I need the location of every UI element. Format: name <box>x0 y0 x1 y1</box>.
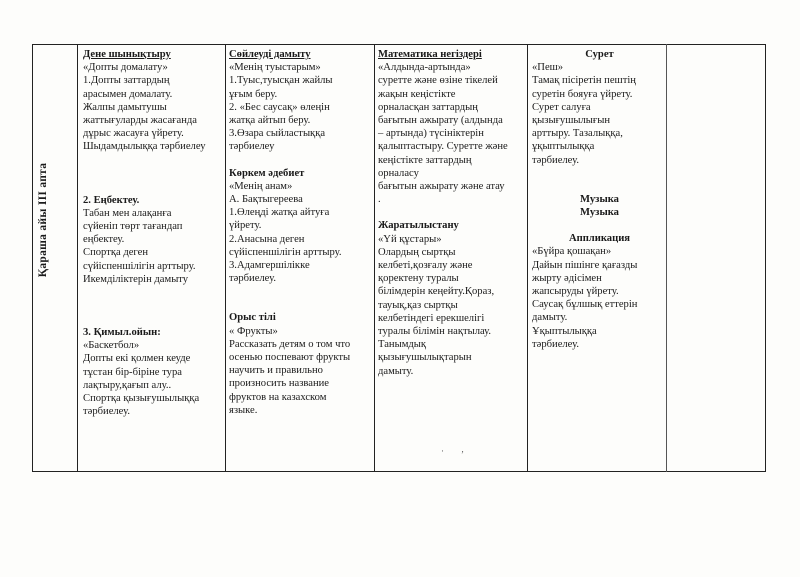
text-line: осенью поспевают фрукты <box>229 352 351 364</box>
column-divider-1 <box>77 44 78 472</box>
text-line: жақын кеңістікте <box>378 88 456 100</box>
text-line: кеңістікте заттардың <box>378 154 472 166</box>
column-divider-4 <box>527 44 528 472</box>
text-line: білімдерін кеңейту.Қораз, <box>378 286 495 298</box>
text-line: Танымдық <box>378 339 427 351</box>
text-line: еңбектеу. <box>83 234 125 246</box>
text-line: дамыту. <box>378 365 414 377</box>
section-title: Музыка <box>580 207 619 219</box>
section-title: Музыка <box>580 193 619 205</box>
section-title: Жаратылыстану <box>378 220 459 232</box>
text-line: Икемділіктерін дамыту <box>83 273 189 285</box>
section-title: Сөйлеуді дамыту <box>229 49 311 60</box>
text-line: ұқыптылыққа <box>532 141 595 153</box>
text-line: «Баскетбол» <box>83 340 140 352</box>
text-line: языке. <box>229 404 258 416</box>
column-divider-2 <box>225 44 226 472</box>
section-title: Математика негіздері <box>378 49 482 60</box>
text-line: бағытын ажырату және атау <box>378 181 505 193</box>
text-line: Табан мен алақанға <box>83 207 172 219</box>
text-line: 2. «Бес саусақ» өлеңін <box>229 101 330 113</box>
text-line: Тамақ пісіретін пештің <box>532 75 636 87</box>
text-line: орналасқан заттардың <box>378 101 478 113</box>
text-line: дұрыс жасауға үйрету. <box>83 128 184 140</box>
section-title: 2. Еңбектеу. <box>83 194 140 206</box>
text-line: тәрбиелеу. <box>83 406 130 418</box>
text-line: тәрбиелеу. <box>532 154 579 166</box>
text-line: « Фрукты» <box>229 325 278 337</box>
text-line: фруктов на казахском <box>229 391 327 403</box>
text-line: қалыптастыру. Суретте және <box>378 141 508 153</box>
text-line: Жалпы дамытушы <box>83 101 167 113</box>
text-line: Спортқа деген <box>83 247 148 259</box>
text-line: қызығушылықтарын <box>378 352 472 364</box>
text-line: Допты екі қолмен кеуде <box>83 353 191 365</box>
text-line: Дайын пішінге қағазды <box>532 259 638 271</box>
text-line: 3.Өзара сыйластыққа <box>229 128 326 140</box>
text-line: жатқа айтып беру. <box>229 115 311 127</box>
text-line: жаттығуларды жасағанда <box>83 115 197 127</box>
text-line: «Бүйра қошақан» <box>532 246 612 258</box>
text-line: Саусақ бұлшық еттерін <box>532 299 638 311</box>
text-line: бағытын ажырату (алдында <box>378 115 503 127</box>
text-line: Спортқа қызығушылыққа <box>83 393 200 405</box>
text-line: келбеті,қозғалу және <box>378 260 473 272</box>
text-line: жырту әдісімен <box>532 272 602 284</box>
text-line: «Менің туыстарым» <box>229 62 321 74</box>
text-line: 2.Анасына деген <box>229 233 305 245</box>
section-title: Дене шынықтыру <box>83 49 171 60</box>
section-title: Көркем әдебиет <box>229 167 305 179</box>
text-line: 1.Допты заттардың <box>83 75 170 87</box>
text-line: тәрбиелеу <box>229 141 275 153</box>
text-line: тәрбиелеу. <box>229 273 276 285</box>
text-line: арттыру. Тазалыққа, <box>532 128 623 140</box>
text-line: «Допты домалату» <box>83 62 168 74</box>
text-line: сүйіспеншілігін арттыру. <box>83 260 196 272</box>
physical-education-column <box>83 48 223 418</box>
text-line: орналасу <box>378 167 419 179</box>
text-line: қызығушылығын <box>532 115 611 127</box>
text-line: А. Бақтыгереева <box>229 194 303 206</box>
section-title: Аппликация <box>568 233 631 245</box>
section-title: 3. Қимыл.ойын: <box>83 327 161 339</box>
text-line: «Алдында-артында» <box>378 62 471 74</box>
text-line: 3.Адамгершілікке <box>229 260 310 272</box>
scan-speck: ‚ <box>461 444 464 454</box>
section-title: Орыс тілі <box>229 312 276 324</box>
text-line: тауық,қаз сыртқы <box>378 299 458 311</box>
text-line: үйрету. <box>229 220 262 232</box>
text-line: тұстан бір-біріне тура <box>83 366 182 378</box>
text-line: Сурет салуға <box>532 101 591 113</box>
week-label: Қараша айы III апта <box>37 162 49 278</box>
text-line: Олардың сыртқы <box>378 246 456 258</box>
text-line: научить и правильно <box>229 365 323 377</box>
text-line: келбетіндегі ерекшелігі <box>378 312 485 324</box>
text-line: қоректену туралы <box>378 273 459 285</box>
text-line: лақтыру,қағып алу.. <box>83 379 172 391</box>
text-line: Ұқыптылыққа <box>532 325 597 337</box>
text-line: сүйіспеншілігін арттыру. <box>229 246 342 258</box>
text-line: сүйеніп төрт тағандап <box>83 221 183 233</box>
text-line: суретін бояуға үйрету. <box>532 88 633 100</box>
text-line: жапсыруды үйрету. <box>532 286 619 298</box>
text-line: Шыдамдылыққа тәрбиелеу <box>83 141 206 153</box>
art-music-column <box>532 48 667 351</box>
text-line: арасымен домалату. <box>83 88 173 100</box>
text-line: «Пеш» <box>532 62 564 74</box>
text-line: дамыту. <box>532 312 568 324</box>
text-line: . <box>378 194 381 206</box>
text-line: произносить название <box>229 378 329 390</box>
text-line: тәрбиелеу. <box>532 338 579 350</box>
text-line: суретте және өзіне тікелей <box>378 75 498 87</box>
scan-speck: · <box>441 446 444 456</box>
text-line: «Үй құстары» <box>378 233 442 245</box>
speech-development-column <box>229 48 371 417</box>
text-line: – артында) түсініктерін <box>378 128 484 140</box>
text-line: «Менің анам» <box>229 180 293 192</box>
text-line: 1.Туыс,туысқан жайлы <box>229 75 333 87</box>
text-line: туралы білімін нақтылау. <box>378 326 492 338</box>
text-line: Рассказать детям о том что <box>229 338 351 350</box>
mathematics-column <box>378 48 524 378</box>
section-title: Сурет <box>585 49 614 60</box>
column-divider-3 <box>374 44 375 472</box>
text-line: ұғым беру. <box>229 88 278 100</box>
text-line: 1.Өлеңді жатқа айтуға <box>229 207 330 219</box>
